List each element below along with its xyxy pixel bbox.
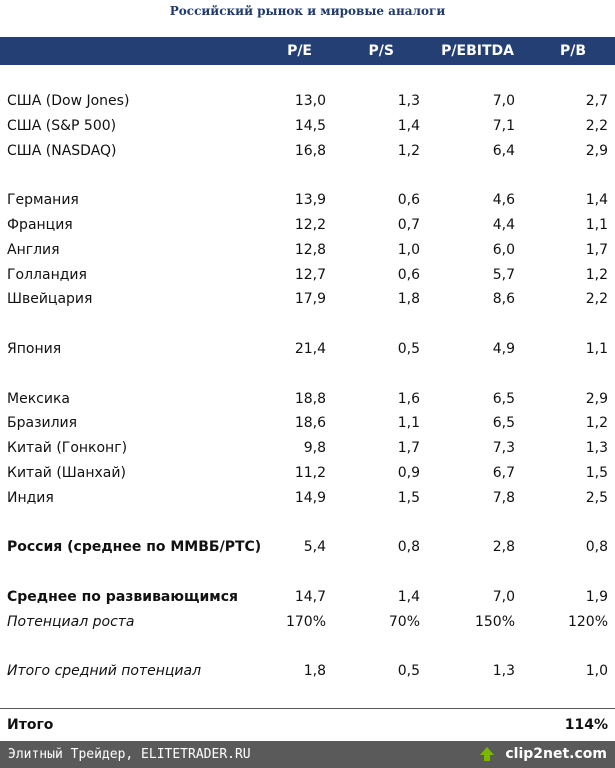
total-value: 114% <box>564 717 608 733</box>
cell-pb: 1,7 <box>585 242 608 258</box>
cell-pebitda: 7,1 <box>492 118 515 134</box>
column-header-pebitda: P/EBITDA <box>441 43 514 59</box>
cell-pebitda: 7,8 <box>492 490 515 506</box>
row-label: США (Dow Jones) <box>7 93 130 109</box>
row-label: Китай (Шанхай) <box>7 465 126 481</box>
row-label: США (S&P 500) <box>7 118 117 134</box>
cell-pebitda: 7,0 <box>492 589 515 605</box>
cell-ps: 1,3 <box>397 93 420 109</box>
table-row-emerging-average <box>0 585 615 610</box>
table-row <box>0 114 615 139</box>
cell-pebitda: 150% <box>474 614 515 630</box>
cell-pe: 12,7 <box>294 267 326 283</box>
table-row <box>0 461 615 486</box>
cell-pb: 2,5 <box>585 490 608 506</box>
cell-pe: 12,8 <box>294 242 326 258</box>
cell-pe: 1,8 <box>303 663 326 679</box>
cell-pb: 120% <box>567 614 608 630</box>
cell-pe: 18,6 <box>294 415 326 431</box>
column-header-pb: P/B <box>559 43 586 59</box>
cell-pebitda: 6,0 <box>492 242 515 258</box>
cell-ps: 1,8 <box>397 291 420 307</box>
cell-pebitda: 4,4 <box>492 217 515 233</box>
row-label: Мексика <box>7 391 70 407</box>
cell-pe: 5,4 <box>303 539 326 555</box>
cell-pe: 16,8 <box>294 143 326 159</box>
row-label: Потенциал роста <box>7 614 135 630</box>
cell-ps: 1,4 <box>397 589 420 605</box>
cell-ps: 0,7 <box>397 217 420 233</box>
cell-ps: 0,6 <box>397 267 420 283</box>
cell-pe: 18,8 <box>294 391 326 407</box>
footer-source: Элитный Трейдер, ELITETRADER.RU <box>8 747 251 762</box>
clip2net-logo: clip2net.com <box>505 746 607 762</box>
cell-pb: 1,1 <box>585 341 608 357</box>
cell-pe: 14,7 <box>294 589 326 605</box>
cell-pb: 2,9 <box>585 143 608 159</box>
cell-pe: 21,4 <box>294 341 326 357</box>
table-row <box>0 263 615 288</box>
cell-ps: 1,4 <box>397 118 420 134</box>
cell-pb: 2,2 <box>585 118 608 134</box>
cell-pb: 1,2 <box>585 415 608 431</box>
cell-ps: 1,0 <box>397 242 420 258</box>
table-row <box>0 486 615 511</box>
cell-pe: 9,8 <box>303 440 326 456</box>
row-label: Россия (среднее по ММВБ/РТС) <box>7 539 262 555</box>
total-label: Итого <box>7 717 54 733</box>
cell-ps: 1,2 <box>397 143 420 159</box>
row-label: Германия <box>7 192 79 208</box>
row-label: Франция <box>7 217 73 233</box>
cell-pb: 2,2 <box>585 291 608 307</box>
table-row <box>0 411 615 436</box>
row-label: Итого средний потенциал <box>7 663 202 679</box>
table-row <box>0 238 615 263</box>
cell-ps: 0,5 <box>397 341 420 357</box>
table-row-growth-potential <box>0 610 615 635</box>
column-header-pe: P/E <box>287 43 312 59</box>
cell-ps: 0,8 <box>397 539 420 555</box>
cell-pb: 1,5 <box>585 465 608 481</box>
cell-ps: 1,7 <box>397 440 420 456</box>
row-label: Англия <box>7 242 60 258</box>
cell-pb: 2,9 <box>585 391 608 407</box>
cell-ps: 70% <box>388 614 420 630</box>
cell-pe: 14,5 <box>294 118 326 134</box>
cell-pebitda: 2,8 <box>492 539 515 555</box>
cell-pb: 1,1 <box>585 217 608 233</box>
row-label: Индия <box>7 490 54 506</box>
up-arrow-icon <box>479 746 495 762</box>
table-row <box>0 337 615 362</box>
table-row-russia <box>0 535 615 560</box>
cell-pb: 1,4 <box>585 192 608 208</box>
table-row <box>0 188 615 213</box>
cell-pebitda: 6,4 <box>492 143 515 159</box>
cell-pe: 11,2 <box>294 465 326 481</box>
cell-pebitda: 4,6 <box>492 192 515 208</box>
table-row-total-average-potential <box>0 659 615 684</box>
cell-pebitda: 4,9 <box>492 341 515 357</box>
table-title: Российский рынок и мировые аналоги <box>169 4 446 18</box>
table-row <box>0 287 615 312</box>
cell-ps: 1,5 <box>397 490 420 506</box>
cell-ps: 0,9 <box>397 465 420 481</box>
cell-ps: 0,5 <box>397 663 420 679</box>
cell-pebitda: 6,5 <box>492 391 515 407</box>
table-row <box>0 139 615 164</box>
cell-pb: 2,7 <box>585 93 608 109</box>
cell-pe: 170% <box>285 614 326 630</box>
cell-pebitda: 5,7 <box>492 267 515 283</box>
table-row <box>0 89 615 114</box>
cell-pe: 12,2 <box>294 217 326 233</box>
cell-ps: 1,1 <box>397 415 420 431</box>
cell-pb: 0,8 <box>585 539 608 555</box>
table-row <box>0 436 615 461</box>
row-label: США (NASDAQ) <box>7 143 117 159</box>
cell-pe: 13,0 <box>294 93 326 109</box>
cell-pb: 1,0 <box>585 663 608 679</box>
row-label: Китай (Гонконг) <box>7 440 128 456</box>
cell-pebitda: 7,3 <box>492 440 515 456</box>
cell-pb: 1,9 <box>585 589 608 605</box>
table-row <box>0 213 615 238</box>
table-row-total <box>0 713 615 738</box>
cell-pe: 14,9 <box>294 490 326 506</box>
cell-pebitda: 6,7 <box>492 465 515 481</box>
cell-pebitda: 7,0 <box>492 93 515 109</box>
table-row <box>0 387 615 412</box>
column-header-ps: P/S <box>368 43 394 59</box>
cell-pebitda: 6,5 <box>492 415 515 431</box>
cell-pe: 17,9 <box>294 291 326 307</box>
total-divider <box>0 708 615 709</box>
row-label: Япония <box>7 341 62 357</box>
cell-ps: 0,6 <box>397 192 420 208</box>
row-label: Швейцария <box>7 291 93 307</box>
cell-pb: 1,3 <box>585 440 608 456</box>
cell-pb: 1,2 <box>585 267 608 283</box>
row-label: Бразилия <box>7 415 78 431</box>
cell-pebitda: 8,6 <box>492 291 515 307</box>
column-header-bar <box>0 37 615 65</box>
row-label: Среднее по развивающимся <box>7 589 239 605</box>
row-label: Голландия <box>7 267 87 283</box>
cell-pe: 13,9 <box>294 192 326 208</box>
cell-ps: 1,6 <box>397 391 420 407</box>
footer-bar <box>0 741 615 768</box>
cell-pebitda: 1,3 <box>492 663 515 679</box>
